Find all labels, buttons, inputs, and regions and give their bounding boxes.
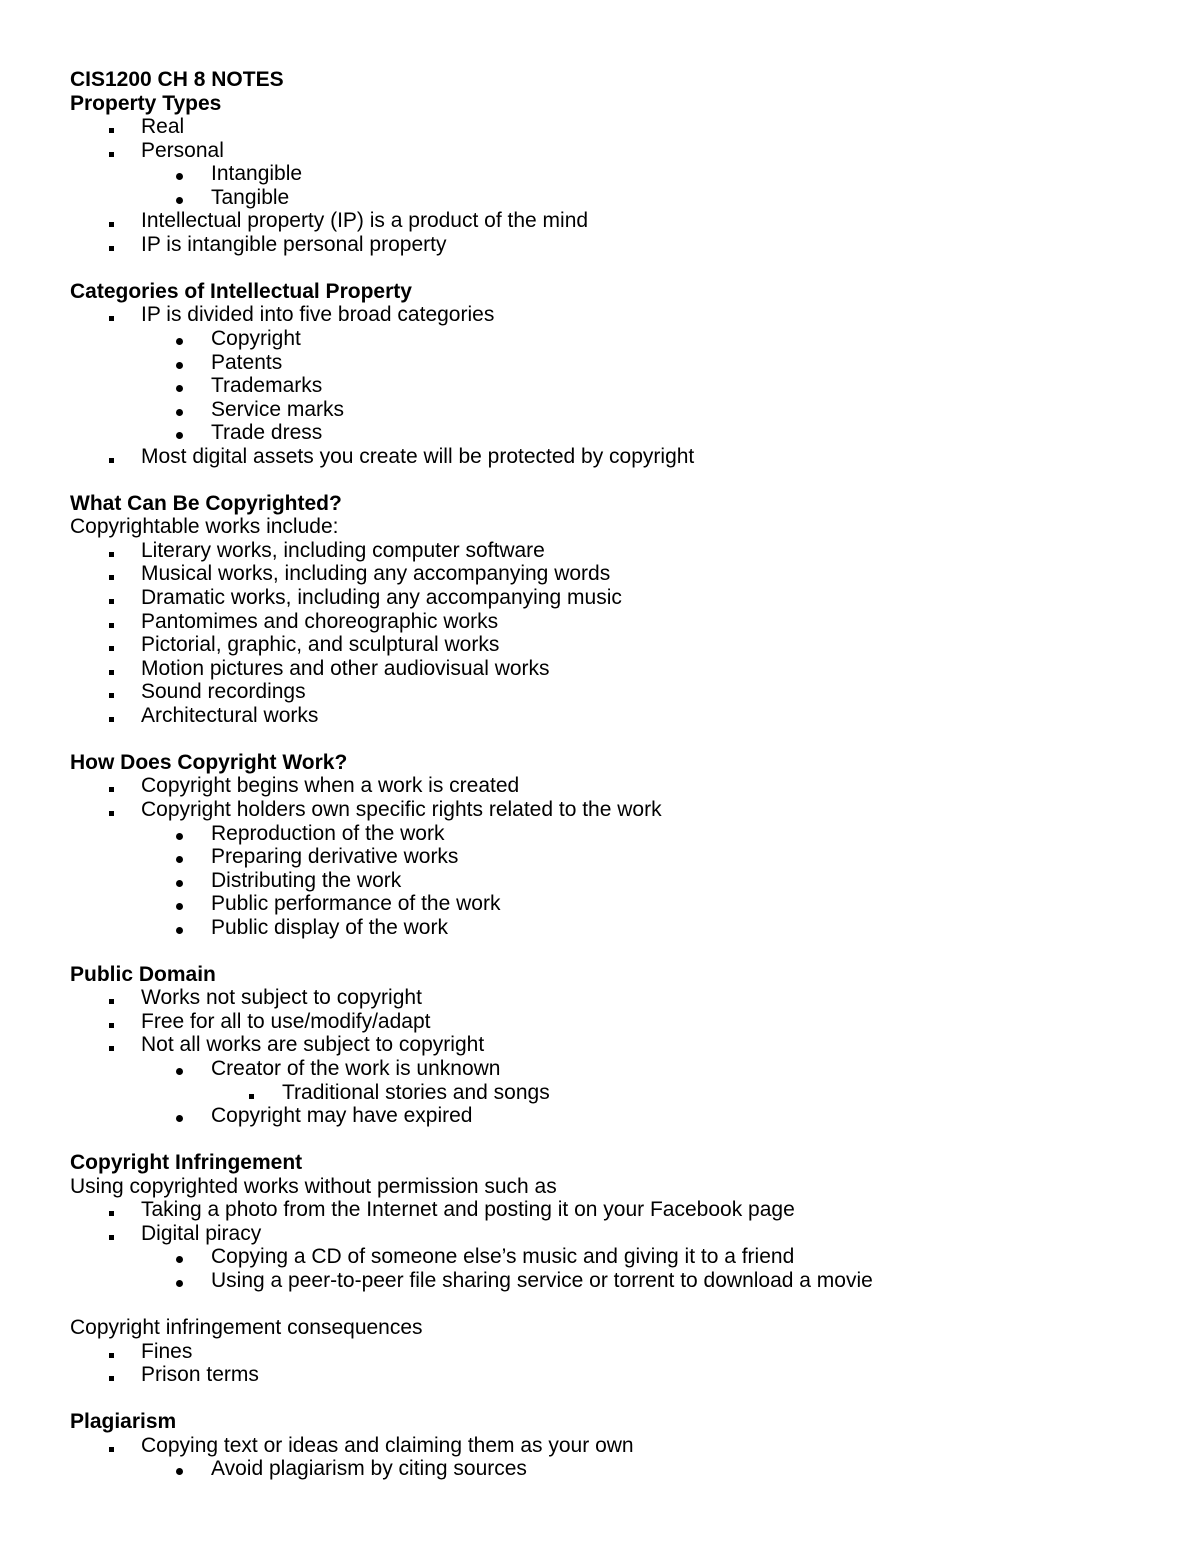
document-title: CIS1200 CH 8 NOTES [70,68,284,91]
round-bullet-icon [176,186,183,210]
round-bullet-icon [176,916,183,940]
list-item [70,1198,1150,1222]
list-item [70,1269,1150,1293]
list-item [70,539,1150,563]
list-item-text: Service marks [211,397,345,421]
square-bullet-icon [109,303,114,327]
list-item-text: Real [141,115,185,139]
notes-document [70,68,1150,1481]
section-heading: Plagiarism [70,1410,177,1434]
list-item-text: Digital piracy [141,1221,262,1245]
list-item [70,327,1150,351]
square-bullet-icon [109,1340,114,1364]
list-item-text: Intangible [211,162,303,186]
list-item [70,139,1150,163]
list-item-text: Creator of the work is unknown [211,1056,501,1080]
list-item-text: Trademarks [211,374,323,398]
list-item [70,445,1150,469]
list-item-text: Works not subject to copyright [141,986,422,1010]
list-item [70,115,1150,139]
list-item [70,162,1150,186]
section-heading: Categories of Intellectual Property [70,279,412,303]
square-bullet-icon [109,233,114,257]
square-bullet-icon [109,445,114,469]
list-item [70,374,1150,398]
list-item [70,774,1150,798]
list-item-text: Taking a photo from the Internet and posting it on your Facebook page [141,1198,795,1222]
round-bullet-icon [176,1269,183,1293]
section-heading: Copyright Infringement [70,1151,303,1175]
square-bullet-icon [109,562,114,586]
list-item-text: Copying text or ideas and claiming them as your own [141,1433,634,1457]
list-item-text: Pictorial, graphic, and sculptural works [141,633,500,657]
square-bullet-icon [109,680,114,704]
list-item [70,303,1150,327]
list-item-text: Copying a CD of someone else’s music and giving it to a friend [211,1245,795,1269]
list-item [70,1457,1150,1481]
list-item [70,398,1150,422]
round-bullet-icon [176,421,183,445]
list-item [70,1363,1150,1387]
list-item-text: Public performance of the work [211,892,501,916]
square-bullet-icon [109,1010,114,1034]
list-item [70,822,1150,846]
list-item [70,233,1150,257]
list-item-text: Intellectual property (IP) is a product of the mind [141,209,589,233]
blank-line [70,256,1150,280]
list-item [70,892,1150,916]
round-bullet-icon [176,1057,183,1081]
blank-line [70,1292,1150,1316]
list-item [70,1081,1150,1105]
round-bullet-icon [176,1104,183,1128]
paragraph-text: Copyrightable works include: [70,515,339,539]
list-item-text: Preparing derivative works [211,845,459,869]
square-bullet-icon [109,586,114,610]
list-item [70,657,1150,681]
section-heading: How Does Copyright Work? [70,750,348,774]
square-bullet-icon [109,704,114,728]
list-item [70,680,1150,704]
list-item-text: Copyright holders own specific rights related to the work [141,797,662,821]
list-item-text: Not all works are subject to copyright [141,1033,485,1057]
blank-line [70,468,1150,492]
square-bullet-icon [109,139,114,163]
square-bullet-icon [109,986,114,1010]
round-bullet-icon [176,1457,183,1481]
round-bullet-icon [176,1245,183,1269]
section-heading: Property Types [70,91,222,115]
round-bullet-icon [176,845,183,869]
list-item [70,209,1150,233]
list-item [70,1222,1150,1246]
section-heading: What Can Be Copyrighted? [70,491,342,515]
list-item [70,986,1150,1010]
square-bullet-icon [109,774,114,798]
blank-line [70,727,1150,751]
list-item [70,798,1150,822]
list-item [70,186,1150,210]
list-item-text: Personal [141,138,224,162]
list-item [70,1245,1150,1269]
section-heading: Public Domain [70,962,216,986]
list-item-text: Pantomimes and choreographic works [141,609,499,633]
round-bullet-icon [176,351,183,375]
list-item [70,421,1150,445]
blank-line [70,1128,1150,1152]
list-item [70,1033,1150,1057]
list-item-text: Copyright [211,327,301,351]
list-item-text: Public display of the work [211,915,448,939]
square-bullet-icon [109,539,114,563]
blank-line [70,1387,1150,1411]
list-item [70,610,1150,634]
paragraph-text: Using copyrighted works without permission such as [70,1174,557,1198]
list-item-text: Distributing the work [211,868,402,892]
list-item-text: Reproduction of the work [211,821,445,845]
square-bullet-icon [109,1363,114,1387]
list-item-text: Dramatic works, including any accompanying music [141,586,622,610]
list-item [70,1434,1150,1458]
round-bullet-icon [176,822,183,846]
list-item [70,1340,1150,1364]
list-item-text: Trade dress [211,421,323,445]
list-item [70,562,1150,586]
list-item-text: Literary works, including computer software [141,538,545,562]
list-item-text: Sound recordings [141,680,306,704]
square-bullet-icon [109,1033,114,1057]
list-item [70,704,1150,728]
list-item-text: Patents [211,350,283,374]
square-bullet-icon [109,1222,114,1246]
square-bullet-icon [109,610,114,634]
square-bullet-icon [109,798,114,822]
list-item-text: Prison terms [141,1363,259,1387]
list-item [70,351,1150,375]
list-item-text: Avoid plagiarism by citing sources [211,1457,527,1481]
list-item-text: Copyright may have expired [211,1104,473,1128]
list-item [70,586,1150,610]
round-bullet-icon [176,374,183,398]
square-bullet-icon [109,633,114,657]
round-bullet-icon [176,892,183,916]
list-item-text: Using a peer-to-peer file sharing service or torrent to download a movie [211,1268,873,1292]
round-bullet-icon [176,869,183,893]
list-item-text: Musical works, including any accompanying words [141,562,611,586]
list-item-text: Copyright begins when a work is created [141,774,520,798]
list-item-text: Architectural works [141,703,319,727]
round-bullet-icon [176,162,183,186]
round-bullet-icon [176,398,183,422]
blank-line [70,939,1150,963]
list-item-text: Most digital assets you create will be protected by copyright [141,444,695,468]
list-item-text: Motion pictures and other audiovisual works [141,656,550,680]
square-bullet-icon [109,209,114,233]
list-item [70,1104,1150,1128]
list-item [70,869,1150,893]
list-item [70,845,1150,869]
list-item-text: IP is divided into five broad categories [141,303,495,327]
square-bullet-icon [109,115,114,139]
list-item-text: Free for all to use/modify/adapt [141,1009,431,1033]
square-bullet-icon [109,1434,114,1458]
list-item [70,1010,1150,1034]
paragraph-text: Copyright infringement consequences [70,1315,423,1339]
list-item-text: Traditional stories and songs [282,1080,550,1104]
square-bullet-icon [109,1198,114,1222]
square-bullet-icon [109,657,114,681]
list-item-text: Tangible [211,185,290,209]
list-item-text: Fines [141,1339,193,1363]
round-bullet-icon [176,327,183,351]
list-item [70,633,1150,657]
list-item [70,1057,1150,1081]
list-item [70,916,1150,940]
list-item-text: IP is intangible personal property [141,232,447,256]
square-bullet-icon [249,1081,254,1105]
